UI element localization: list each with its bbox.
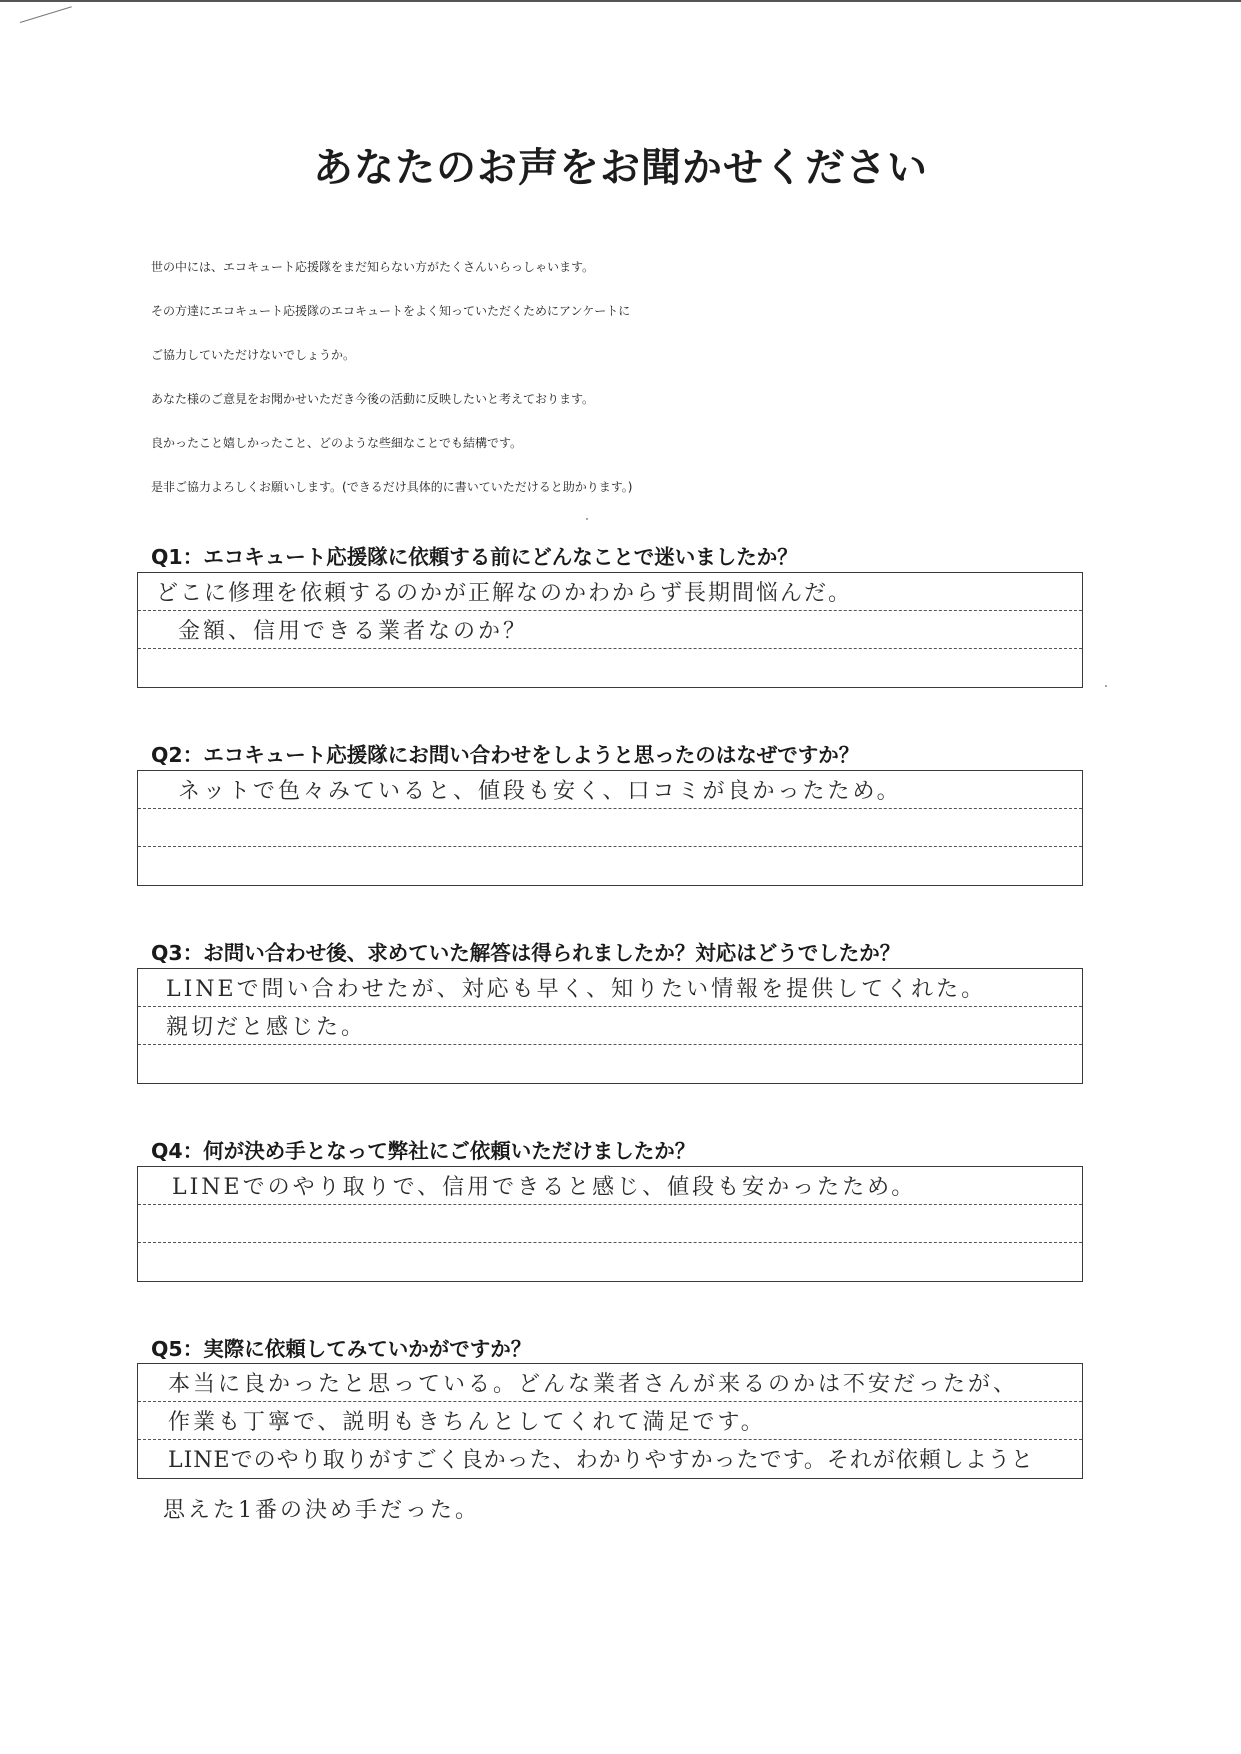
answer-row bbox=[138, 1243, 1082, 1281]
handwritten-answer: どこに修理を依頼するのかが正解なのかわからず長期間悩んだ。 bbox=[156, 581, 853, 606]
handwritten-answer: LINEで問い合わせたが、対応も早く、知りたい情報を提供してくれた。 bbox=[166, 977, 987, 1002]
handwritten-answer: ネットで色々みていると、値段も安く、口コミが良かったため。 bbox=[178, 779, 902, 804]
handwritten-answer: LINEでのやり取りがすごく良かった、わかりやすかったです。それが依頼しようと bbox=[168, 1448, 1034, 1473]
answer-row bbox=[138, 573, 1082, 611]
question-2-answer-box bbox=[137, 770, 1083, 886]
question-1-answer-box bbox=[137, 572, 1083, 688]
answer-row bbox=[138, 1167, 1082, 1205]
answer-row bbox=[138, 969, 1082, 1007]
intro-line: 良かったこと嬉しかったこと、どのような些細なことでも結構です。 bbox=[151, 436, 523, 450]
answer-row bbox=[138, 1205, 1082, 1243]
handwritten-answer: 作業も丁寧で、説明もきちんとしてくれて満足です。 bbox=[168, 1410, 766, 1435]
scan-dust-dot bbox=[1105, 685, 1107, 687]
answer-row bbox=[138, 847, 1082, 885]
question-5-label: Q5：実際に依頼してみていかがですか？ bbox=[151, 1337, 532, 1361]
intro-line: あなた様のご意見をお聞かせいただき今後の活動に反映したいと考えております。 bbox=[151, 392, 595, 406]
page-top-edge bbox=[0, 0, 1241, 2]
intro-line: その方達にエコキュート応援隊のエコキュートをよく知っていただくためにアンケートに bbox=[151, 304, 631, 318]
intro-line: 是非ご協力よろしくお願いします。(できるだけ具体的に書いていただけると助かります。) bbox=[151, 480, 633, 494]
question-4-answer-box bbox=[137, 1166, 1083, 1282]
question-4-label: Q4：何が決め手となって弊社にご依頼いただけましたか？ bbox=[151, 1139, 696, 1163]
answer-row bbox=[138, 809, 1082, 847]
answer-row bbox=[138, 1045, 1082, 1083]
question-2-label: Q2：エコキュート応援隊にお問い合わせをしようと思ったのはなぜですか？ bbox=[151, 743, 860, 767]
handwritten-answer: 親切だと感じた。 bbox=[166, 1015, 367, 1040]
intro-line: 世の中には、エコキュート応援隊をまだ知らない方がたくさんいらっしゃいます。 bbox=[151, 260, 595, 274]
answer-row bbox=[138, 1402, 1082, 1440]
intro-paragraph bbox=[151, 245, 1111, 509]
answer-row bbox=[138, 611, 1082, 649]
page-title: あなたのお声をお聞かせください bbox=[313, 145, 928, 191]
handwritten-answer-overflow: 思えた1番の決め手だった。 bbox=[163, 1498, 480, 1523]
scan-dust-dot bbox=[586, 518, 588, 520]
handwritten-answer: 本当に良かったと思っている。どんな業者さんが来るのかは不安だったが、 bbox=[168, 1372, 1019, 1397]
answer-row bbox=[138, 1440, 1082, 1478]
answer-row bbox=[138, 771, 1082, 809]
handwritten-answer: LINEでのやり取りで、信用できると感じ、値段も安かったため。 bbox=[172, 1175, 917, 1200]
question-3-answer-box bbox=[137, 968, 1083, 1084]
answer-row bbox=[138, 1007, 1082, 1045]
answer-row bbox=[138, 649, 1082, 687]
answer-row bbox=[138, 1364, 1082, 1402]
question-3-label: Q3：お問い合わせ後、求めていた解答は得られましたか？対応はどうでしたか？ bbox=[151, 941, 901, 965]
intro-line: ご協力していただけないでしょうか。 bbox=[151, 348, 356, 362]
handwritten-answer: 金額、信用できる業者なのか？ bbox=[178, 619, 529, 644]
scan-pen-mark bbox=[20, 6, 72, 23]
question-5-answer-box bbox=[137, 1363, 1083, 1479]
question-1-label: Q1：エコキュート応援隊に依頼する前にどんなことで迷いましたか？ bbox=[151, 545, 798, 569]
